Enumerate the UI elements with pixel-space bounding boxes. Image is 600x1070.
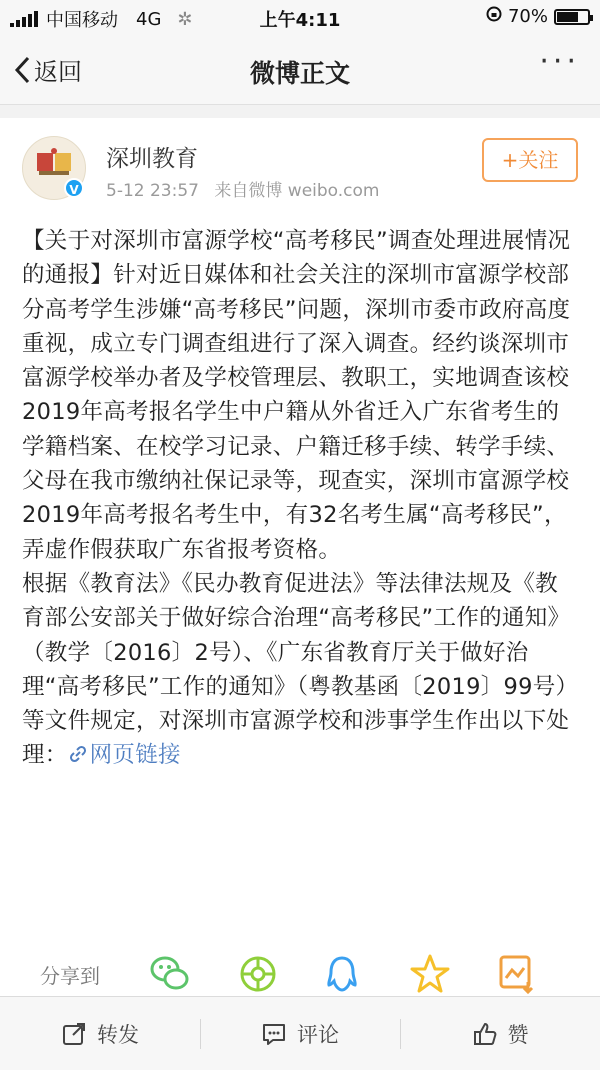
post-meta: [106, 176, 380, 201]
more-button[interactable]: ···: [539, 44, 580, 79]
author-name[interactable]: 深圳教育: [106, 146, 198, 172]
wechat-icon[interactable]: [148, 952, 192, 996]
share-label: 分享到: [40, 964, 100, 988]
thumbs-up-icon: [472, 1021, 498, 1047]
carrier-label: 中国移动: [46, 10, 118, 31]
follow-button[interactable]: +关注: [482, 138, 578, 182]
post-source: 来自微博 weibo.com: [214, 181, 380, 201]
moments-icon[interactable]: [236, 952, 280, 996]
web-link-label: 网页链接: [89, 742, 181, 769]
share-row: [0, 952, 600, 996]
battery-icon: [554, 9, 590, 25]
repost-icon: [61, 1021, 87, 1047]
repost-label: 转发: [97, 1022, 139, 1047]
bottom-action-bar: [0, 996, 600, 1070]
status-bar: [0, 0, 600, 34]
comment-label: 评论: [297, 1022, 339, 1047]
status-right: [486, 6, 590, 27]
loading-icon: ✲: [177, 8, 193, 30]
network-label: 4G: [136, 8, 162, 30]
avatar-logo-icon: [35, 147, 73, 177]
repost-button[interactable]: [0, 997, 200, 1070]
status-time: 上午4:11: [259, 10, 341, 31]
web-link[interactable]: [68, 742, 181, 768]
rotation-lock-icon: [486, 6, 502, 27]
page-title: 微博正文: [249, 59, 350, 88]
comment-button[interactable]: [200, 997, 400, 1070]
qq-icon[interactable]: [320, 952, 364, 996]
post-paragraph-2-text: 根据《教育法》《民办教育促进法》等法律法规及《教育部公安部关于做好综合治理“高考移民”工作的通知》（教学〔2016〕2号）、《广东省教育厅关于做好治理“高考移民”工作的通知》（粤教基函〔2019〕99号）等文件规定，对深圳市富源学校和涉事学生作出以下处理：: [22, 570, 571, 769]
back-label: 返回: [34, 58, 82, 86]
save-image-icon[interactable]: [494, 952, 538, 996]
post-card: [0, 118, 600, 996]
qzone-icon[interactable]: [408, 952, 452, 996]
post-date: 5-12 23:57: [106, 181, 199, 201]
battery-fill: [557, 12, 578, 22]
link-icon: [68, 744, 88, 764]
verified-badge: V: [64, 178, 84, 198]
battery-percent: 70%: [507, 6, 548, 27]
comment-icon: [261, 1021, 287, 1047]
post-paragraph-2: [22, 567, 578, 773]
like-label: 赞: [507, 1022, 529, 1047]
like-button[interactable]: [400, 997, 600, 1070]
nav-bar: [0, 34, 600, 105]
post-body: [22, 224, 578, 773]
post-paragraph-1: 【关于对深圳市富源学校“高考移民”调查处理进展情况的通报】针对近日媒体和社会关注的深圳市富源学校部分高考学生涉嫌“高考移民”问题，深圳市委市政府高度重视，成立专门调查组进行了深入调查。经约谈深圳市富源学校举办者及学校管理层、教职工，实地调查该校2019年高考报名学生中户籍从外省迁入广东省考生的学籍档案、在校学习记录、户籍迁移手续、转学手续、父母在我市缴纳社保记录等，现查实，深圳市富源学校2019年高考报名考生中，有32名考生属“高考移民”，弄虚作假获取广东省报考资格。: [22, 228, 571, 563]
